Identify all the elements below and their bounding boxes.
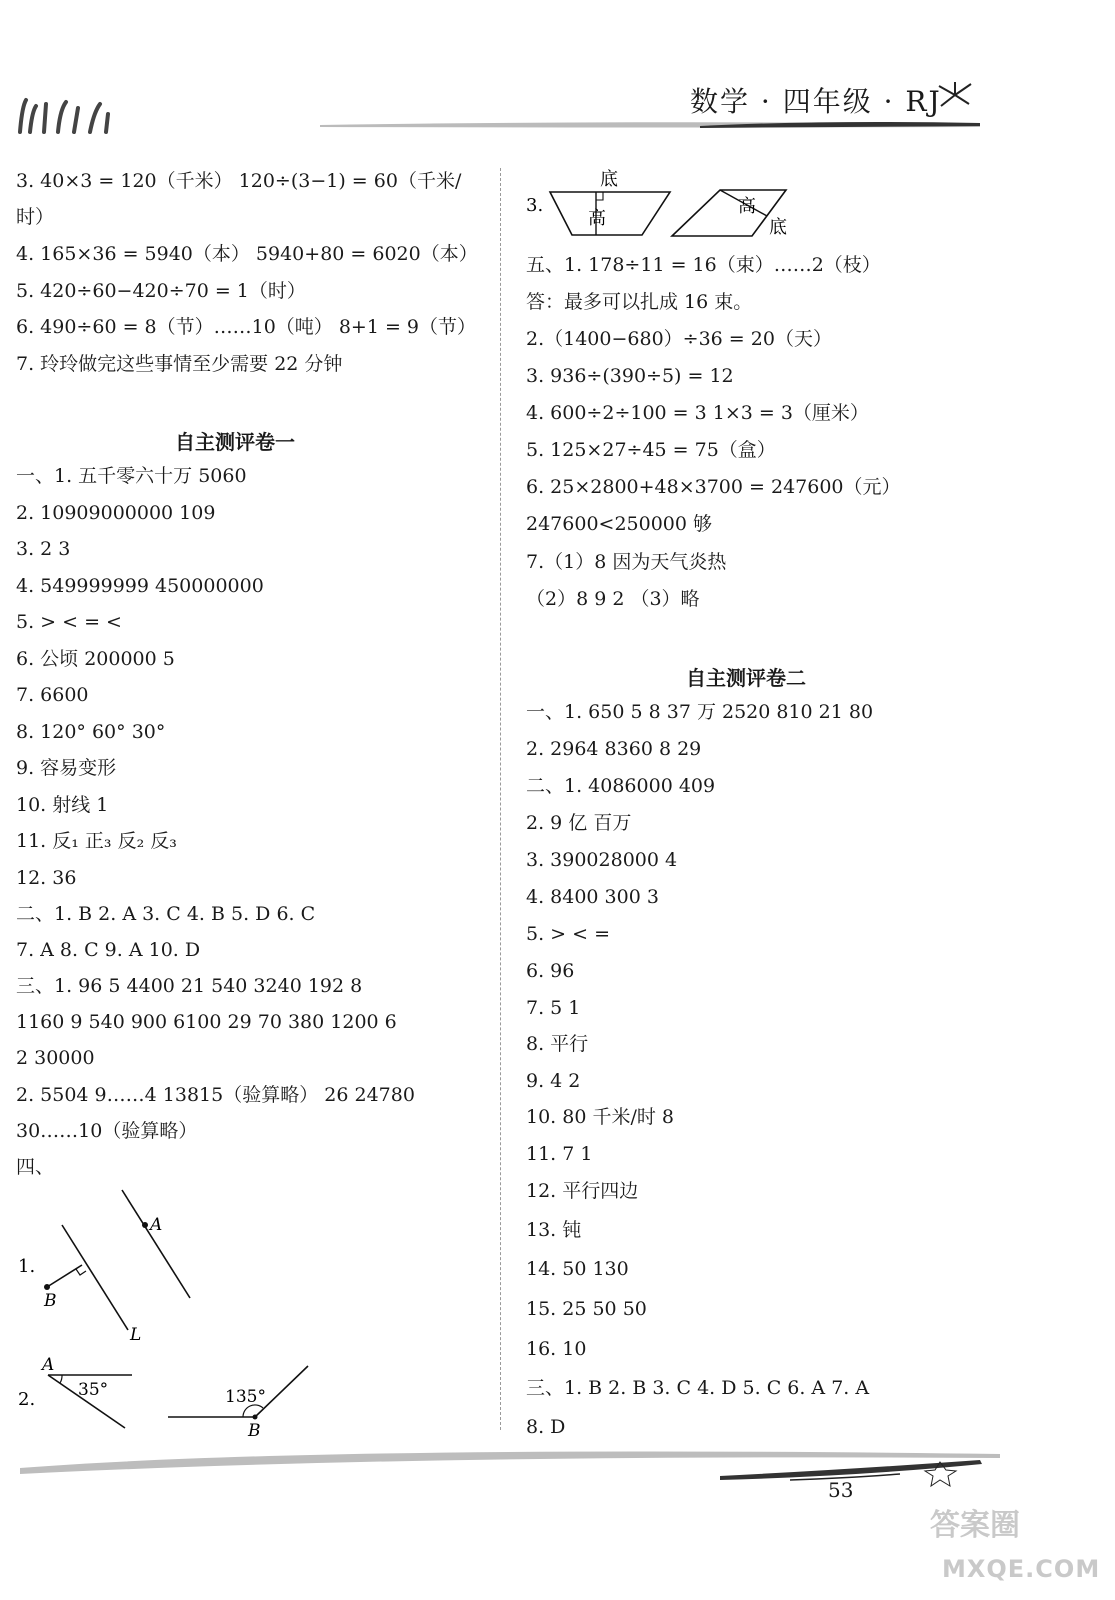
left-line-17: 2 30000: [16, 1047, 95, 1069]
left-line-9: 9. 容易变形: [16, 757, 117, 779]
section-title-test-2: 自主测评卷二: [686, 666, 806, 690]
page-number: 53: [828, 1478, 854, 1502]
watermark-logo: 答案圈: [930, 1508, 1020, 1543]
left-line-8: 8. 120° 60° 30°: [16, 721, 166, 743]
right-line-13: 11. 7 1: [526, 1143, 593, 1165]
figure-3-base-1: 底: [600, 169, 618, 190]
left-top-line-2: 时）: [16, 206, 55, 228]
right-line-6: 4. 8400 300 3: [526, 886, 659, 908]
left-line-11: 11. 反₁ 正₃ 反₂ 反₃: [16, 830, 177, 852]
right-top-line-7: 6. 25×2800+48×3700 = 247600（元）: [526, 476, 901, 498]
figure-1-label-a: A: [150, 1215, 163, 1235]
left-line-12: 12. 36: [16, 867, 77, 889]
left-line-2: 2. 10909000000 109: [16, 502, 216, 524]
left-top-line-6: 7. 玲玲做完这些事情至少需要 22 分钟: [16, 353, 343, 375]
figure-2-angle-a: 35°: [78, 1380, 109, 1400]
point-b: [44, 1284, 50, 1290]
trapezoid-right-angle: [596, 192, 603, 200]
right-line-2: 2. 2964 8360 8 29: [526, 738, 702, 760]
left-top-line-4: 5. 420÷60−420÷70 = 1（时）: [16, 280, 306, 302]
figure-trapezoid-parallelogram: [520, 160, 800, 245]
left-top-line-5: 6. 490÷60 = 8（节）……10（吨） 8+1 = 9（节）: [16, 316, 477, 338]
figure-2-number: 2.: [18, 1389, 36, 1410]
left-line-3: 3. 2 3: [16, 538, 71, 560]
left-line-20: 四、: [16, 1156, 55, 1178]
header-logo-icon: [14, 92, 114, 136]
right-line-18: 16. 10: [526, 1338, 587, 1360]
figure-3-base-2: 底: [769, 217, 787, 238]
figure-3-height-2: 高: [738, 196, 756, 217]
watermark-url: MXQE.COM: [942, 1555, 1101, 1583]
section-title-test-1: 自主测评卷一: [175, 430, 295, 454]
column-divider: [500, 168, 501, 1430]
right-line-15: 13. 钝: [526, 1219, 582, 1241]
trapezoid-shape: [550, 192, 670, 235]
figure-3-number: 3.: [526, 195, 544, 216]
right-line-12: 10. 80 千米/时 8: [526, 1106, 675, 1128]
right-line-10: 8. 平行: [526, 1033, 589, 1055]
figure-2-label-a: A: [42, 1355, 55, 1375]
figure-2-label-b: B: [248, 1421, 261, 1440]
right-line-5: 3. 390028000 4: [526, 849, 678, 871]
figure-2-angle-b: 135°: [225, 1387, 266, 1407]
right-top-line-1: 五、1. 178÷11 = 16（束）……2（枝）: [526, 254, 881, 276]
right-line-16: 14. 50 130: [526, 1258, 629, 1280]
left-line-18: 2. 5504 9……4 13815（验算略） 26 24780: [16, 1084, 415, 1106]
left-line-5: 5. > < = <: [16, 611, 122, 633]
left-line-7: 7. 6600: [16, 684, 89, 706]
left-line-6: 6. 公顷 200000 5: [16, 648, 175, 670]
point-a: [142, 1222, 148, 1228]
right-line-1: 一、1. 650 5 8 37 万 2520 810 21 80: [526, 701, 874, 723]
sparkle-icon: [935, 80, 975, 110]
figure-angles: [0, 1350, 330, 1440]
right-line-14: 12. 平行四边: [526, 1180, 639, 1202]
header-swoosh: [320, 118, 980, 130]
figure-3-height-1: 高: [588, 208, 606, 229]
figure-perpendicular: [0, 1180, 230, 1350]
left-line-19: 30……10（验算略）: [16, 1120, 198, 1142]
right-line-17: 15. 25 50 50: [526, 1298, 647, 1320]
left-top-line-3: 4. 165×36 = 5940（本） 5940+80 = 6020（本）: [16, 243, 478, 265]
right-top-line-3: 2.（1400−680）÷36 = 20（天）: [526, 328, 832, 350]
right-top-line-6: 5. 125×27÷45 = 75（盒）: [526, 439, 776, 461]
parallel-line: [122, 1190, 190, 1298]
right-top-line-8: 247600<250000 够: [526, 513, 713, 535]
figure-1-label-b: B: [44, 1291, 57, 1311]
left-line-14: 7. A 8. C 9. A 10. D: [16, 939, 201, 961]
right-line-9: 7. 5 1: [526, 997, 581, 1019]
left-top-line-1: 3. 40×3 = 120（千米） 120÷(3−1) = 60（千米/: [16, 170, 462, 192]
perpendicular-segment: [47, 1265, 82, 1287]
left-line-13: 二、1. B 2. A 3. C 4. B 5. D 6. C: [16, 903, 316, 925]
right-line-11: 9. 4 2: [526, 1070, 581, 1092]
angle-a-arc: [60, 1375, 62, 1383]
right-line-19: 三、1. B 2. B 3. C 4. D 5. C 6. A 7. A: [526, 1377, 870, 1399]
right-top-line-2: 答：最多可以扎成 16 束。: [526, 291, 753, 313]
left-line-4: 4. 549999999 450000000: [16, 575, 264, 597]
figure-1-label-l: L: [130, 1325, 142, 1345]
right-line-20: 8. D: [526, 1416, 566, 1438]
right-line-3: 二、1. 4086000 409: [526, 775, 716, 797]
right-angle-mark: [76, 1269, 86, 1275]
right-top-line-5: 4. 600÷2÷100 = 3 1×3 = 3（厘米）: [526, 402, 869, 424]
figure-1-number: 1.: [18, 1256, 36, 1277]
left-line-1: 一、1. 五千零六十万 5060: [16, 465, 247, 487]
line-l: [62, 1225, 128, 1330]
right-top-line-4: 3. 936÷(390÷5) = 12: [526, 365, 734, 387]
point-b-vertex: [253, 1415, 258, 1420]
left-line-10: 10. 射线 1: [16, 794, 109, 816]
header-title: 数学 · 四年级 · RJ: [690, 85, 942, 118]
right-top-line-10: （2）8 9 2 （3）略: [526, 588, 700, 610]
left-line-16: 1160 9 540 900 6100 29 70 380 1200 6: [16, 1011, 397, 1033]
right-line-8: 6. 96: [526, 960, 575, 982]
right-line-4: 2. 9 亿 百万: [526, 812, 632, 834]
right-top-line-9: 7.（1）8 因为天气炎热: [526, 551, 727, 573]
right-line-7: 5. > < =: [526, 923, 611, 945]
left-line-15: 三、1. 96 5 4400 21 540 3240 192 8: [16, 975, 363, 997]
